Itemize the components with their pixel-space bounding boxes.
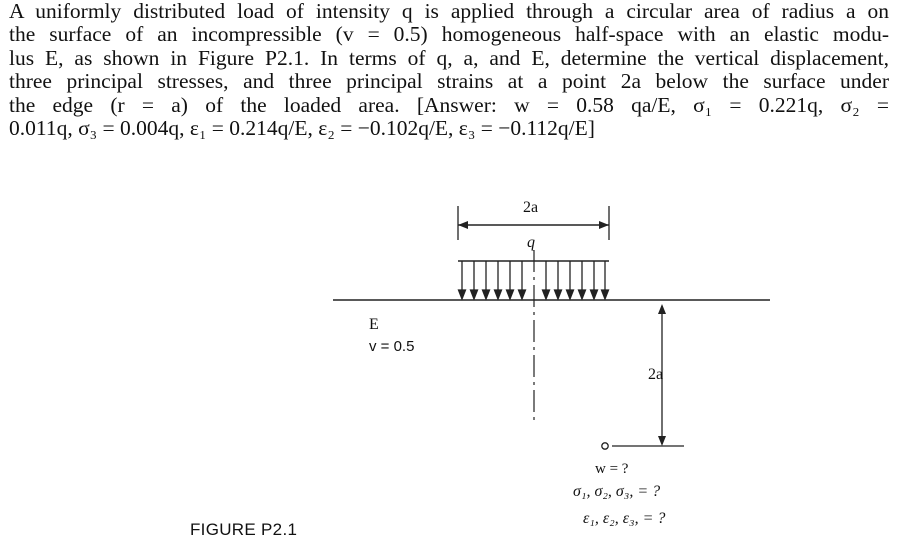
depth-arrow-bottom	[658, 436, 666, 446]
stress-query: σ₁, σ₂, σ₃, = ?	[573, 483, 661, 500]
poisson-label: v = 0.5	[369, 338, 415, 355]
load-width-arrow-left	[458, 221, 468, 229]
problem-line-1: A uniformly distributed load of intensity q is applied through a circular area of radius a on	[9, 0, 889, 23]
problem-line-2: the surface of an incompressible (v = 0.5) homogeneous half-space with an elastic modu-	[9, 22, 889, 47]
depth-arrow-top	[658, 304, 666, 314]
problem-line-5: the edge (r = a) of the loaded area. [Answer: w = 0.58 qa/E, σ₁ = 0.221q, σ₂ =	[9, 92, 889, 117]
depth-label: 2a	[648, 366, 664, 383]
load-label: q	[527, 234, 535, 251]
load-width-arrow-right	[599, 221, 609, 229]
load-width-label: 2a	[523, 199, 539, 216]
problem-line-6: 0.011q, σ₃ = 0.004q, ε₁ = 0.214q/E, ε₂ = −0.102q/E, ε₃ = −0.112q/E]	[9, 116, 595, 141]
point-of-interest-marker	[602, 443, 608, 449]
displacement-query: w = ?	[595, 461, 629, 477]
problem-line-3: lus E, as shown in Figure P2.1. In terms of q, a, and E, determine the vertical displacement,	[9, 45, 889, 70]
strain-query: ε₁, ε₂, ε₃, = ?	[583, 510, 666, 527]
figure-caption: FIGURE P2.1	[190, 520, 298, 539]
problem-line-4: three principal stresses, and three principal strains at a point 2a below the surface under	[9, 69, 889, 94]
modulus-label: E	[369, 316, 379, 333]
